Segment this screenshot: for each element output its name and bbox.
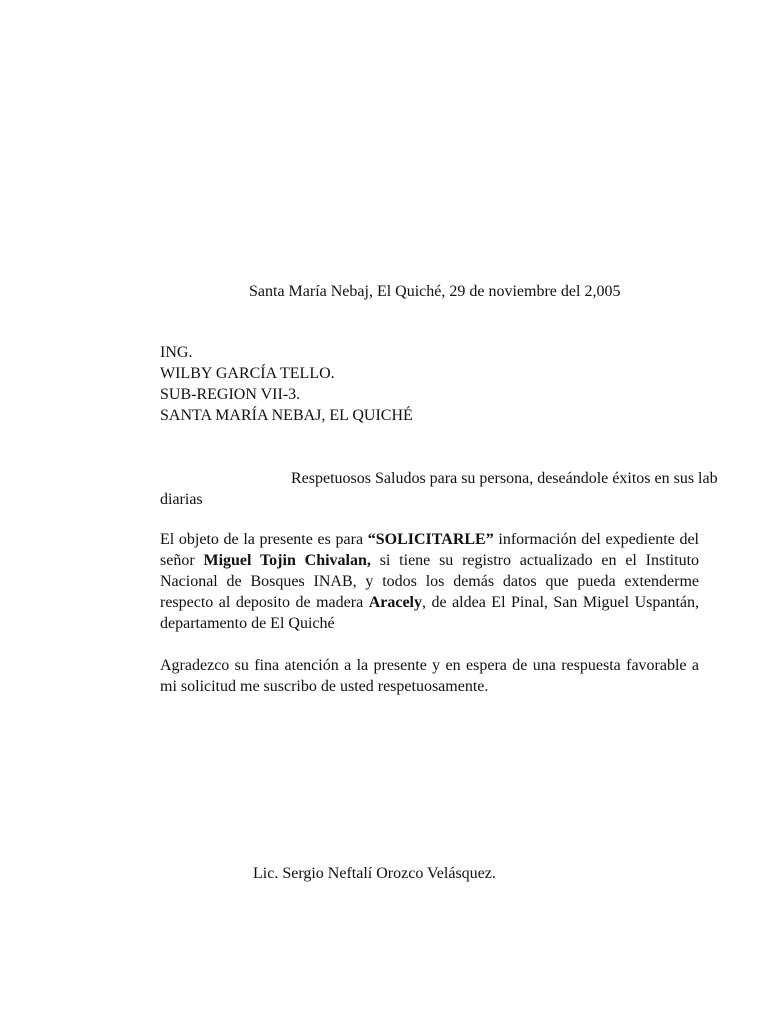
body-paragraph-closing: Agradezco su fina atención a la presente y en espera de una respuesta favorable a mi solicitud me suscribo de usted respetuosamente. xyxy=(160,657,699,695)
recipient-title: ING. xyxy=(160,344,193,361)
signature-line: Lic. Sergio Neftalí Orozco Velásquez. xyxy=(253,865,496,882)
greeting-line-1: Respetuosos Saludos para su persona, deseándole éxitos en sus lab xyxy=(291,470,718,487)
greeting-line-2: diarias xyxy=(160,491,203,508)
paragraph-text: El objeto de la presente es para xyxy=(160,531,368,548)
emphasis-solicitarle: “SOLICITARLE” xyxy=(367,531,494,548)
recipient-block xyxy=(160,342,413,426)
date-line: Santa María Nebaj, El Quiché, 29 de noviembre del 2,005 xyxy=(249,283,621,300)
greeting xyxy=(160,468,768,510)
body-paragraph-request xyxy=(160,529,699,634)
paragraph-text: si tiene su registro actualizado en el Instituto Nacional de Bosques INAB, y todos los demás datos que pueda extenderme respecto al deposito de madera xyxy=(160,552,700,611)
paragraph-text: información del expediente del señor xyxy=(160,531,699,569)
recipient-location: SANTA MARÍA NEBAJ, EL QUICHÉ xyxy=(160,407,413,424)
paragraph-text: , de aldea El Pinal, San Miguel Uspantán, departamento de El Quiché xyxy=(160,594,700,632)
recipient-office: SUB-REGION VII-3. xyxy=(160,386,301,403)
emphasis-deposit-name: Aracely xyxy=(368,594,422,611)
emphasis-person-name: Miguel Tojin Chivalan, xyxy=(203,552,371,569)
recipient-name: WILBY GARCÍA TELLO. xyxy=(160,365,335,382)
